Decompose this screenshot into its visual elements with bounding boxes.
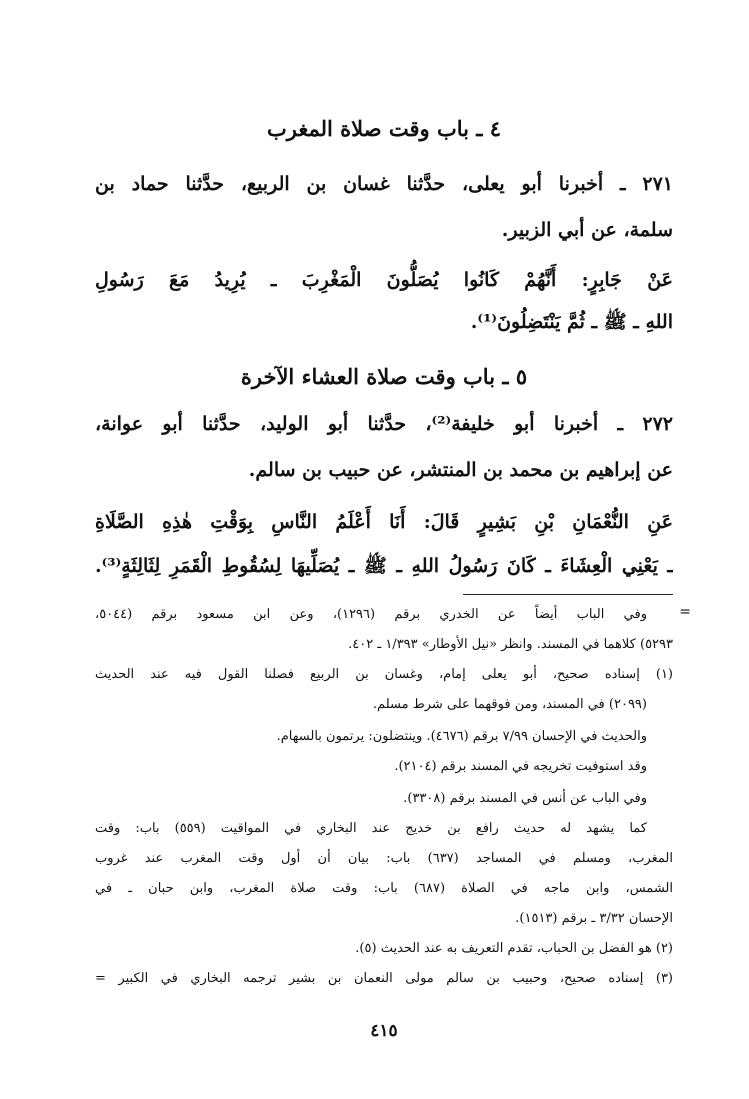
footnote-line: كما يشهد له حديث رافع بن خديج عند البخاري في المواقيت (٥٥٩) باب: وقت [95,821,647,836]
footnote-continuation-mark: = [679,604,691,620]
footnote-line: وفي الباب عن أنس في المسند برقم (٣٣٠٨). [403,791,647,806]
hadith-272-matn-line-1: عَنِ النُّعْمَانِ بْنِ بَشِيرٍ قَالَ: أَنَا أَعْلَمُ النَّاسِ بِوَقْتِ هٰذِهِ الصَّلَاةِ [95,511,673,533]
footnote-line: الشمس، وابن ماجه في الصلاة (٦٨٧) باب: وقت صلاة المغرب، وابن حبان ـ في [95,881,673,896]
hadith-271-isnad-line-2: سلمة، عن أبي الزبير. [501,219,673,241]
footnote-line: الإحسان ٣/٣٢ ـ برقم (١٥١٣). [515,911,673,926]
footnote-line: ٥٢٩٣) كلاهما في المسند. وانظر «نيل الأوطار» ١/٣٩٣ ـ ٤٠٢. [348,637,673,652]
hadith-271-isnad-line-1: ٢٧١ ـ أخبرنا أبو يعلى، حدَّثنا غسان بن الربيع، حدَّثنا حماد بن [95,173,673,195]
hadith-272-matn-line-2: ـ يَعْنِي الْعِشَاءَ ـ كَانَ رَسُولُ اللهِ ـ ﷺ ـ يُصَلِّيهَا لِسُقُوطِ الْقَمَرِ لِثَالِثَةٍ⁽³⁾. [95,555,673,577]
footnote-2: (٢) هو الفضل بن الحباب، تقدم التعريف به عند الحديث (٥). [355,941,673,956]
footnote-line: والحديث في الإحسان ٧/٩٩ برقم (٤٦٧٦). وينتضلون: يرتمون بالسهام. [276,729,647,744]
footnote-separator [463,594,673,595]
footnote-line: وقد استوفيت تخريجه في المسند برقم (٢١٠٤). [394,759,647,774]
footnote-3: (٣) إسناده صحيح، وحبيب بن سالم مولى النعمان بن بشير ترجمه البخاري في الكبير = [95,971,673,986]
chapter-heading-isha: ٥ ـ باب وقت صلاة العشاء الآخرة [240,364,528,389]
chapter-heading-maghrib: ٤ ـ باب وقت صلاة المغرب [266,116,502,141]
page-number: ٤١٥ [370,1021,398,1041]
footnote-line: المغرب، ومسلم في المساجد (٦٣٧) باب: بيان أن أول وقت المغرب عند غروب [95,851,673,866]
hadith-271-matn-line-1: عَنْ جَابِرٍ: أَنَّهُمْ كَانُوا يُصَلُّونَ الْمَغْرِبَ ـ يُرِيدُ مَعَ رَسُولِ [95,269,673,291]
hadith-271-matn-line-2: اللهِ ـ ﷺ ـ ثُمَّ يَنْتَضِلُونَ⁽¹⁾. [470,311,673,333]
footnote-line: وفي الباب أيضاً عن الخدري برقم (١٢٩٦)، وعن ابن مسعود برقم (٥٠٤٤، [95,607,648,622]
footnote-line: (٢٠٩٩) في المسند، ومن فوقهما على شرط مسلم. [372,697,647,712]
footnote-1: (١) إسناده صحيح، أبو يعلى إمام، وغسان بن الربيع فصلنا القول فيه عند الحديث [95,667,673,682]
hadith-272-isnad-line-2: عن إبراهيم بن محمد بن المنتشر، عن حبيب بن سالم. [248,459,673,481]
hadith-272-isnad-line-1: ٢٧٢ ـ أخبرنا أبو خليفة⁽²⁾، حدَّثنا أبو الوليد، حدَّثنا أبو عوانة، [95,413,673,435]
